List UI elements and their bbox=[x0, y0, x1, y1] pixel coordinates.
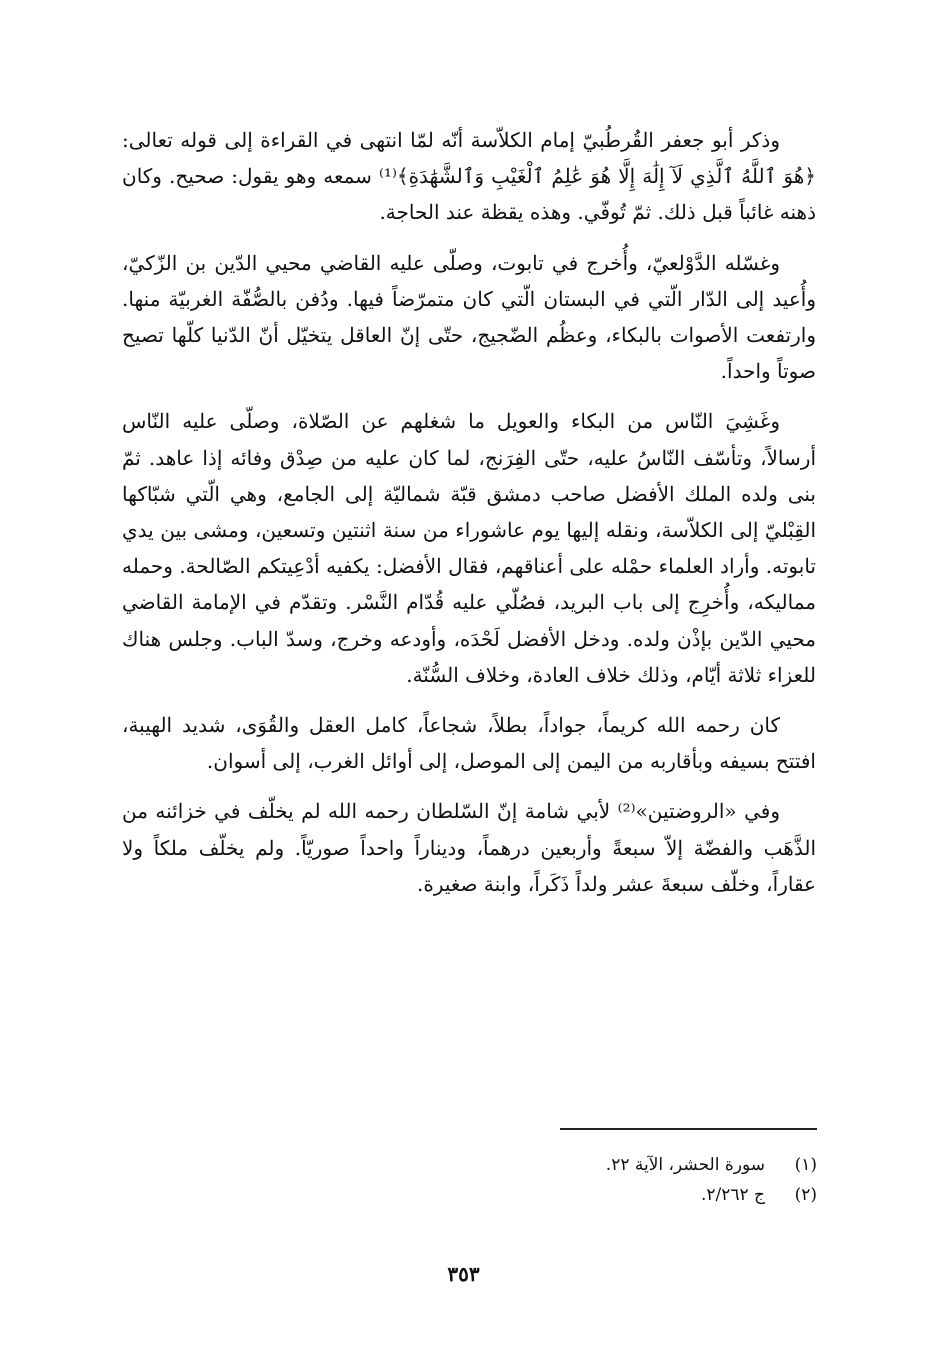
paragraph: وغسّله الدَّوْلعيّ، وأُخرج في تابوت، وصلّى عليه القاضي محيي الدّين بن الزّكيّ، وأُعيد إلى الدّار الّتي في البستان الّتي كان متمرّضاً فيها. ودُفن بالصُّفّة الغربيّة منها. وارتفعت الأصوات بالبكاء، وعظُم الضّجيج، حتّى إنّ العاقل يتخيّل أنّ الدّنيا كلّها تصيح صوتاً واحداً. bbox=[122, 250, 816, 384]
paragraph: وغَشِيَ النّاس من البكاء والعويل ما شغلهم عن الصّلاة، وصلّى عليه النّاس أرسالاً، وتأسّف النّاسُ عليه، حتّى الفِرَنج، لما كان عليه من صِدْق وفائه إذا عاهد. ثمّ بنى ولده الملك الأفضل صاحب دمشق قبّة شماليّة إلى الجامع، وهي الّتي شبّاكها القِبْليّ إلى الكلاّسة، ونقله إليها يوم عاشوراء من سنة اثنتين وتسعين، ومشى بين يدي تابوته. وأراد العلماء حمْله على أعناقهم، فقال الأفضل: يكفيه أدْعِيتكم الصّالحة. وحمله مماليكه، وأُخرِج إلى باب البريد، فصُلّي عليه قُدّام النَّسْر. وتقدّم في الإمامة القاضي محيي الدّين بإذْن ولده. ودخل الأفضل لَحْدَه، وأودعه وخرج، وسدّ الباب. وجلس هناك للعزاء ثلاثة أيّام، وذلك خلاف العادة، وخلاف السُّنّة. bbox=[122, 409, 816, 687]
footnote-number: (١) bbox=[794, 1155, 817, 1175]
footnote bbox=[606, 1180, 817, 1210]
footnote bbox=[606, 1150, 817, 1180]
paragraph: وذكر أبو جعفر القُرطُبيّ إمام الكلاّسة أنّه لمّا انتهى في القراءة إلى قوله تعالى: ﴿هُوَ ٱللَّهُ ٱلَّذِي لَآ إِلَٰهَ إِلَّا هُوَ عَٰلِمُ ٱلْغَيْبِ وَٱلشَّهَٰدَةِ﴾⁽¹⁾ سمعه وهو يقول: صحيح. وكان ذهنه غائباً قبل ذلك. ثمّ تُوفّي. وهذه يقظة عند الحاجة. bbox=[122, 128, 816, 225]
footnote-divider bbox=[560, 1128, 817, 1130]
page-number: ٣٥٣ bbox=[447, 1262, 480, 1286]
footnote-number: (٢) bbox=[794, 1185, 817, 1205]
body-text bbox=[122, 122, 816, 916]
paragraph: وفي «الروضتين»⁽²⁾ لأبي شامة إنّ السّلطان رحمه الله لم يخلّف في خزائنه من الذَّهَب والفضّة إلاّ سبعةً وأربعين درهماً، وديناراً واحداً صوريّاً. ولم يخلّف ملكاً ولا عقاراً، وخلّف سبعةَ عشر ولداً ذَكَراً، وابنة صغيرة. bbox=[122, 799, 816, 896]
footnote-text: سورة الحشر، الآية ٢٢. bbox=[605, 1155, 765, 1175]
paragraph: كان رحمه الله كريماً، جواداً، بطلاً، شجاعاً، كامل العقل والقُوَى، شديد الهيبة، افتتح بسيفه وبأقاربه من اليمن إلى الموصل، إلى أوائل الغرب، إلى أسوان. bbox=[122, 713, 816, 774]
footnotes bbox=[606, 1150, 817, 1210]
footnote-text: ج ٢/٢٦٢. bbox=[700, 1185, 765, 1205]
